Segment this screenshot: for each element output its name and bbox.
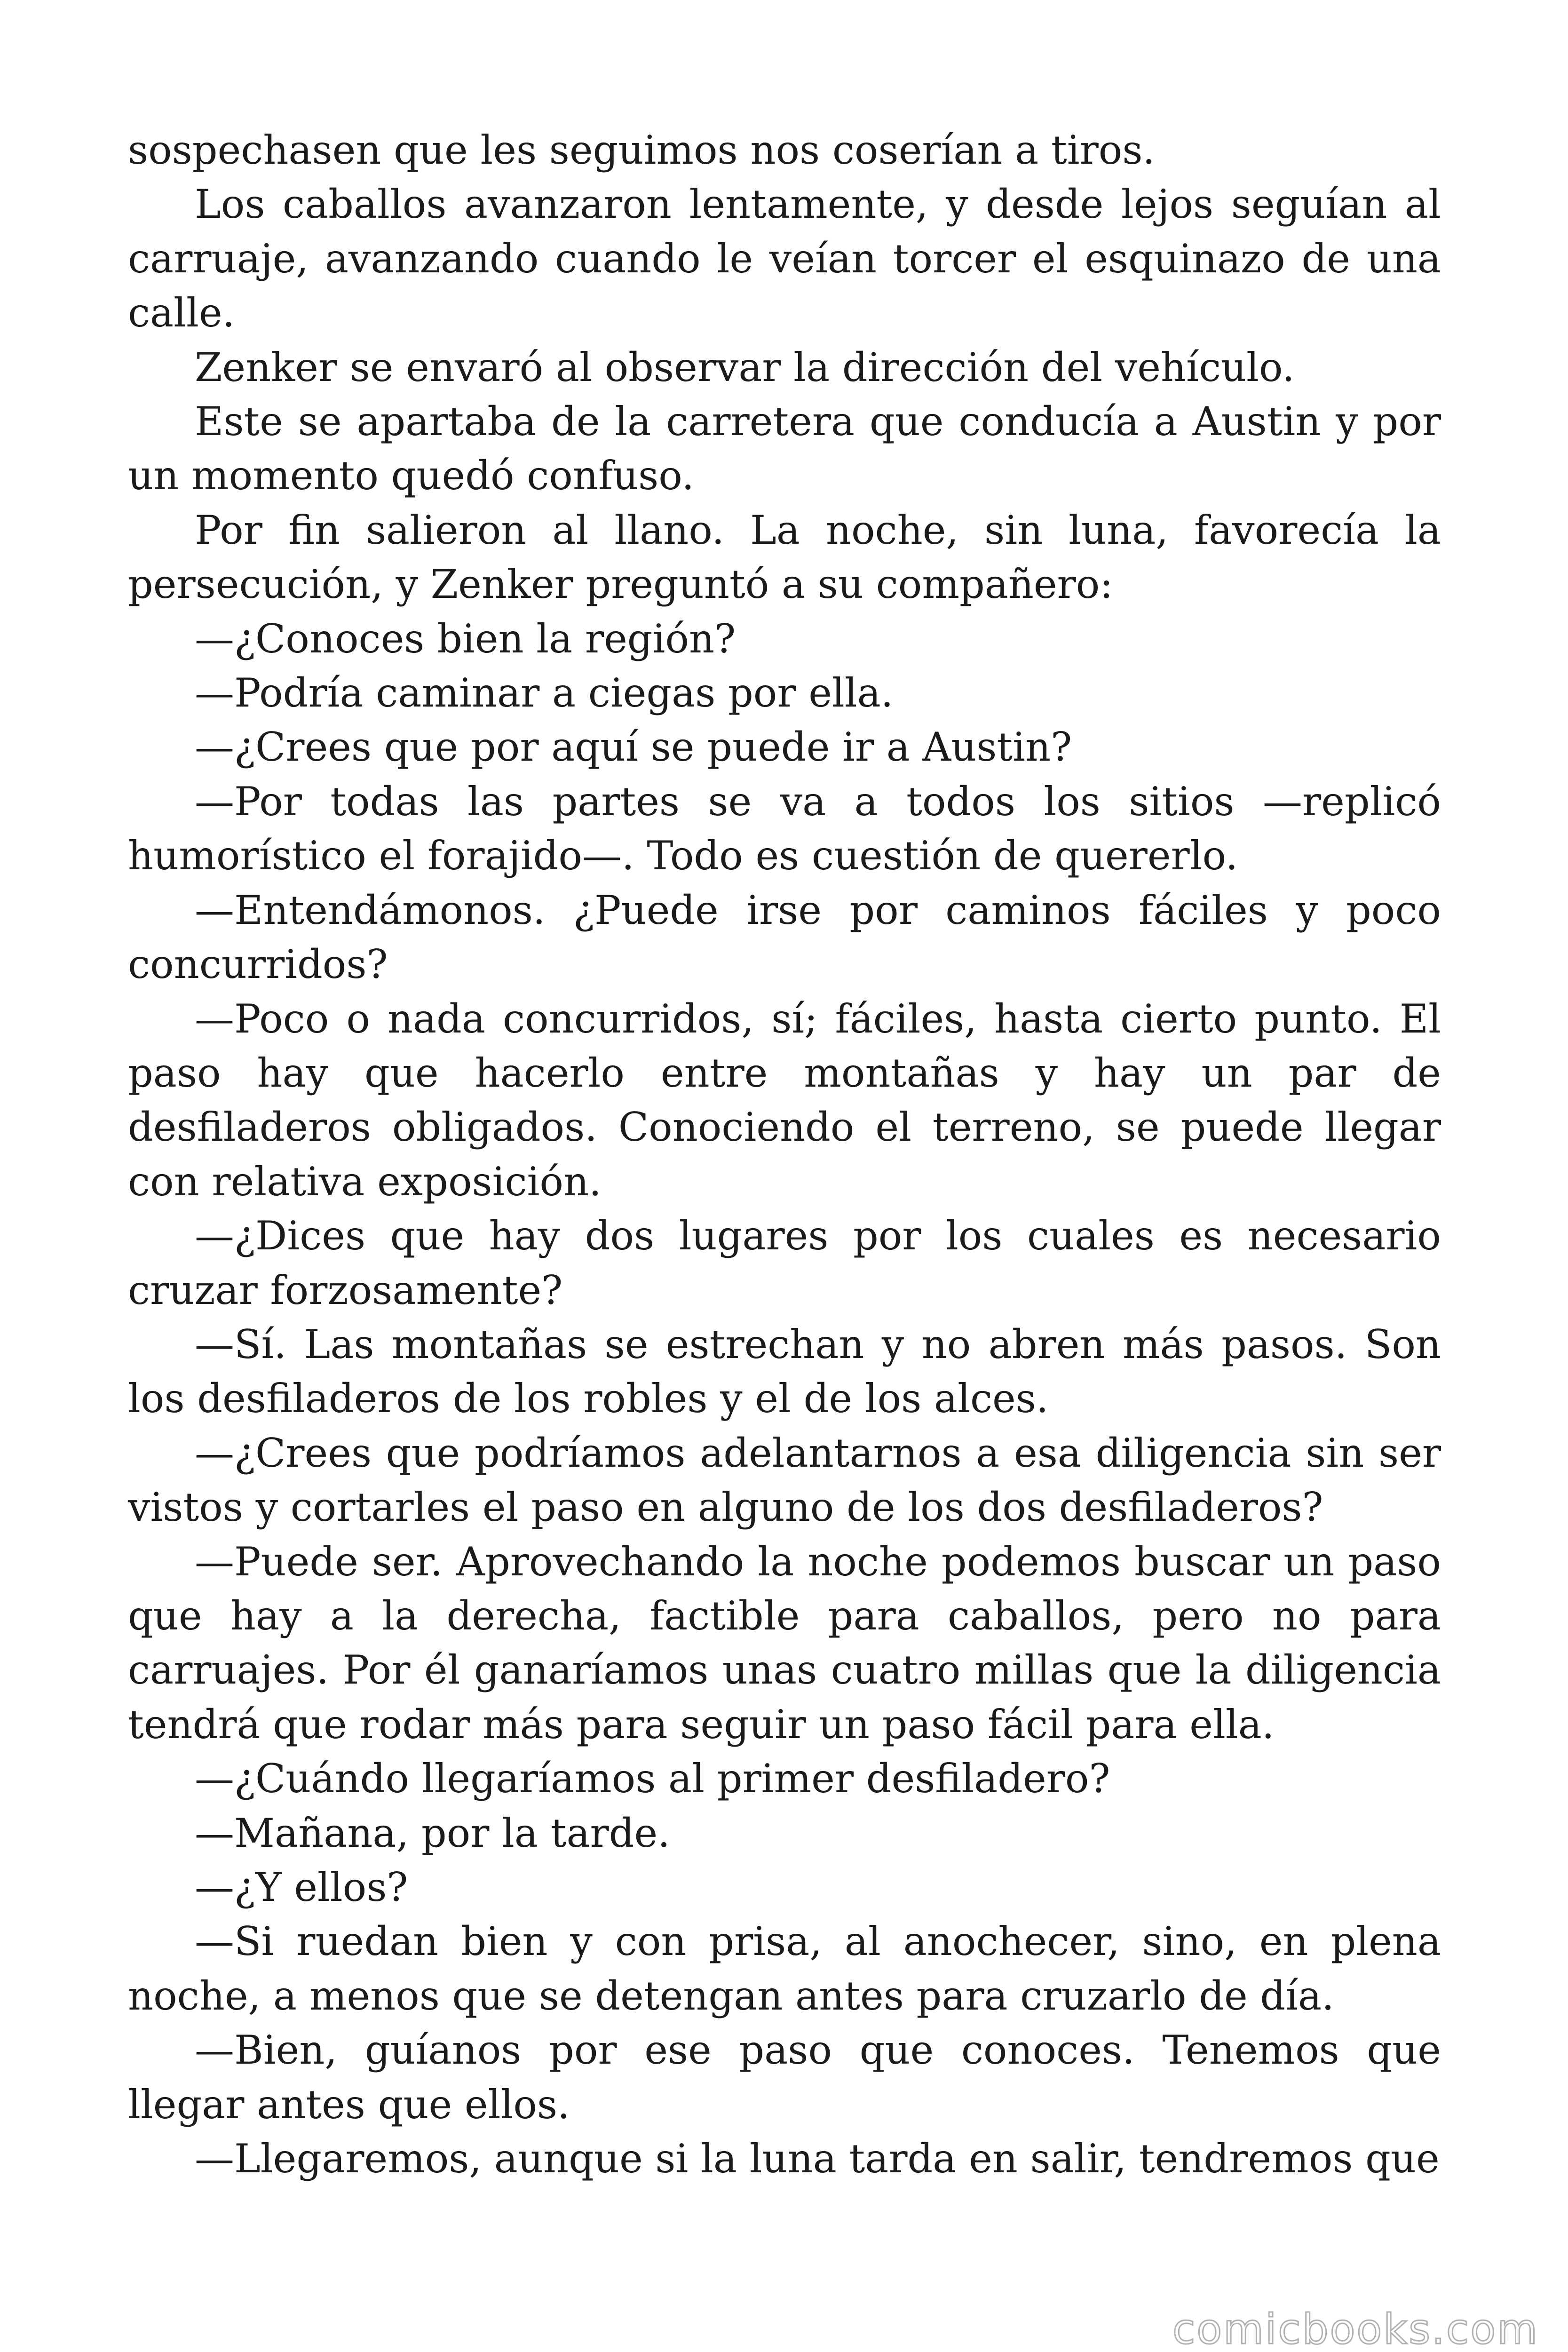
paragraph-11: —Poco o nada concurridos, sí; fáciles, hasta cierto punto. El paso hay que hacerlo entre montañas y hay un par de desfiladeros obligados. Conociendo el terreno, se puede llegar con relativa exposición. xyxy=(128,995,1441,1205)
paragraph-21: —Llegaremos, aunque si la luna tarda en salir, tendremos que xyxy=(195,2136,1440,2182)
paragraph-3: Zenker se envaró al observar la dirección del vehículo. xyxy=(195,344,1295,390)
paragraph-8: —¿Crees que por aquí se puede ir a Austin? xyxy=(195,724,1072,771)
paragraph-5: Por fin salieron al llano. La noche, sin luna, favorecía la persecución, y Zenker preguntó a su compañero: xyxy=(128,507,1441,608)
paragraph-14: —¿Crees que podríamos adelantarnos a esa diligencia sin ser vistos y cortarles el paso en alguno de los dos desfiladeros? xyxy=(128,1430,1441,1531)
paragraph-13: —Sí. Las montañas se estrechan y no abren más pasos. Son los desfiladeros de los robles y el de los alces. xyxy=(128,1321,1441,1422)
paragraph-18: —¿Y ellos? xyxy=(195,1864,408,1910)
page-text-body xyxy=(128,123,1441,2186)
paragraph-12: —¿Dices que hay dos lugares por los cuales es necesario cruzar forzosamente? xyxy=(128,1213,1441,1313)
paragraph-15: —Puede ser. Aprovechando la noche podemos buscar un paso que hay a la derecha, factible para caballos, pero no para carruajes. Por él ganaríamos unas cuatro millas que la diligencia tendrá que rodar más para seguir un paso fácil para ella. xyxy=(128,1538,1441,1748)
paragraph-10: —Entendámonos. ¿Puede irse por caminos fáciles y poco concurridos? xyxy=(128,887,1441,988)
paragraph-20: —Bien, guíanos por ese paso que conoces. Tenemos que llegar antes que ellos. xyxy=(128,2027,1441,2128)
paragraph-9: —Por todas las partes se va a todos los sitios —replicó humorístico el forajido—. Todo es cuestión de quererlo. xyxy=(128,778,1441,879)
paragraph-19: —Si ruedan bien y con prisa, al anochecer, sino, en plena noche, a menos que se detengan antes para cruzarlo de día. xyxy=(128,1918,1441,2019)
paragraph-2: Los caballos avanzaron lentamente, y desde lejos seguían al carruaje, avanzando cuando le veían torcer el esquinazo de una calle. xyxy=(128,181,1441,336)
paragraph-7: —Podría caminar a ciegas por ella. xyxy=(195,670,894,716)
paragraph-17: —Mañana, por la tarde. xyxy=(195,1810,670,1856)
paragraph-1: sospechasen que les seguimos nos coserían a tiros. xyxy=(128,127,1156,173)
site-watermark: comicbooks.com xyxy=(1172,2305,1539,2352)
paragraph-6: —¿Conoces bien la región? xyxy=(195,615,736,662)
paragraph-4: Este se apartaba de la carretera que conducía a Austin y por un momento quedó confuso. xyxy=(128,398,1441,499)
paragraph-16: —¿Cuándo llegaríamos al primer desfiladero? xyxy=(195,1756,1110,1802)
